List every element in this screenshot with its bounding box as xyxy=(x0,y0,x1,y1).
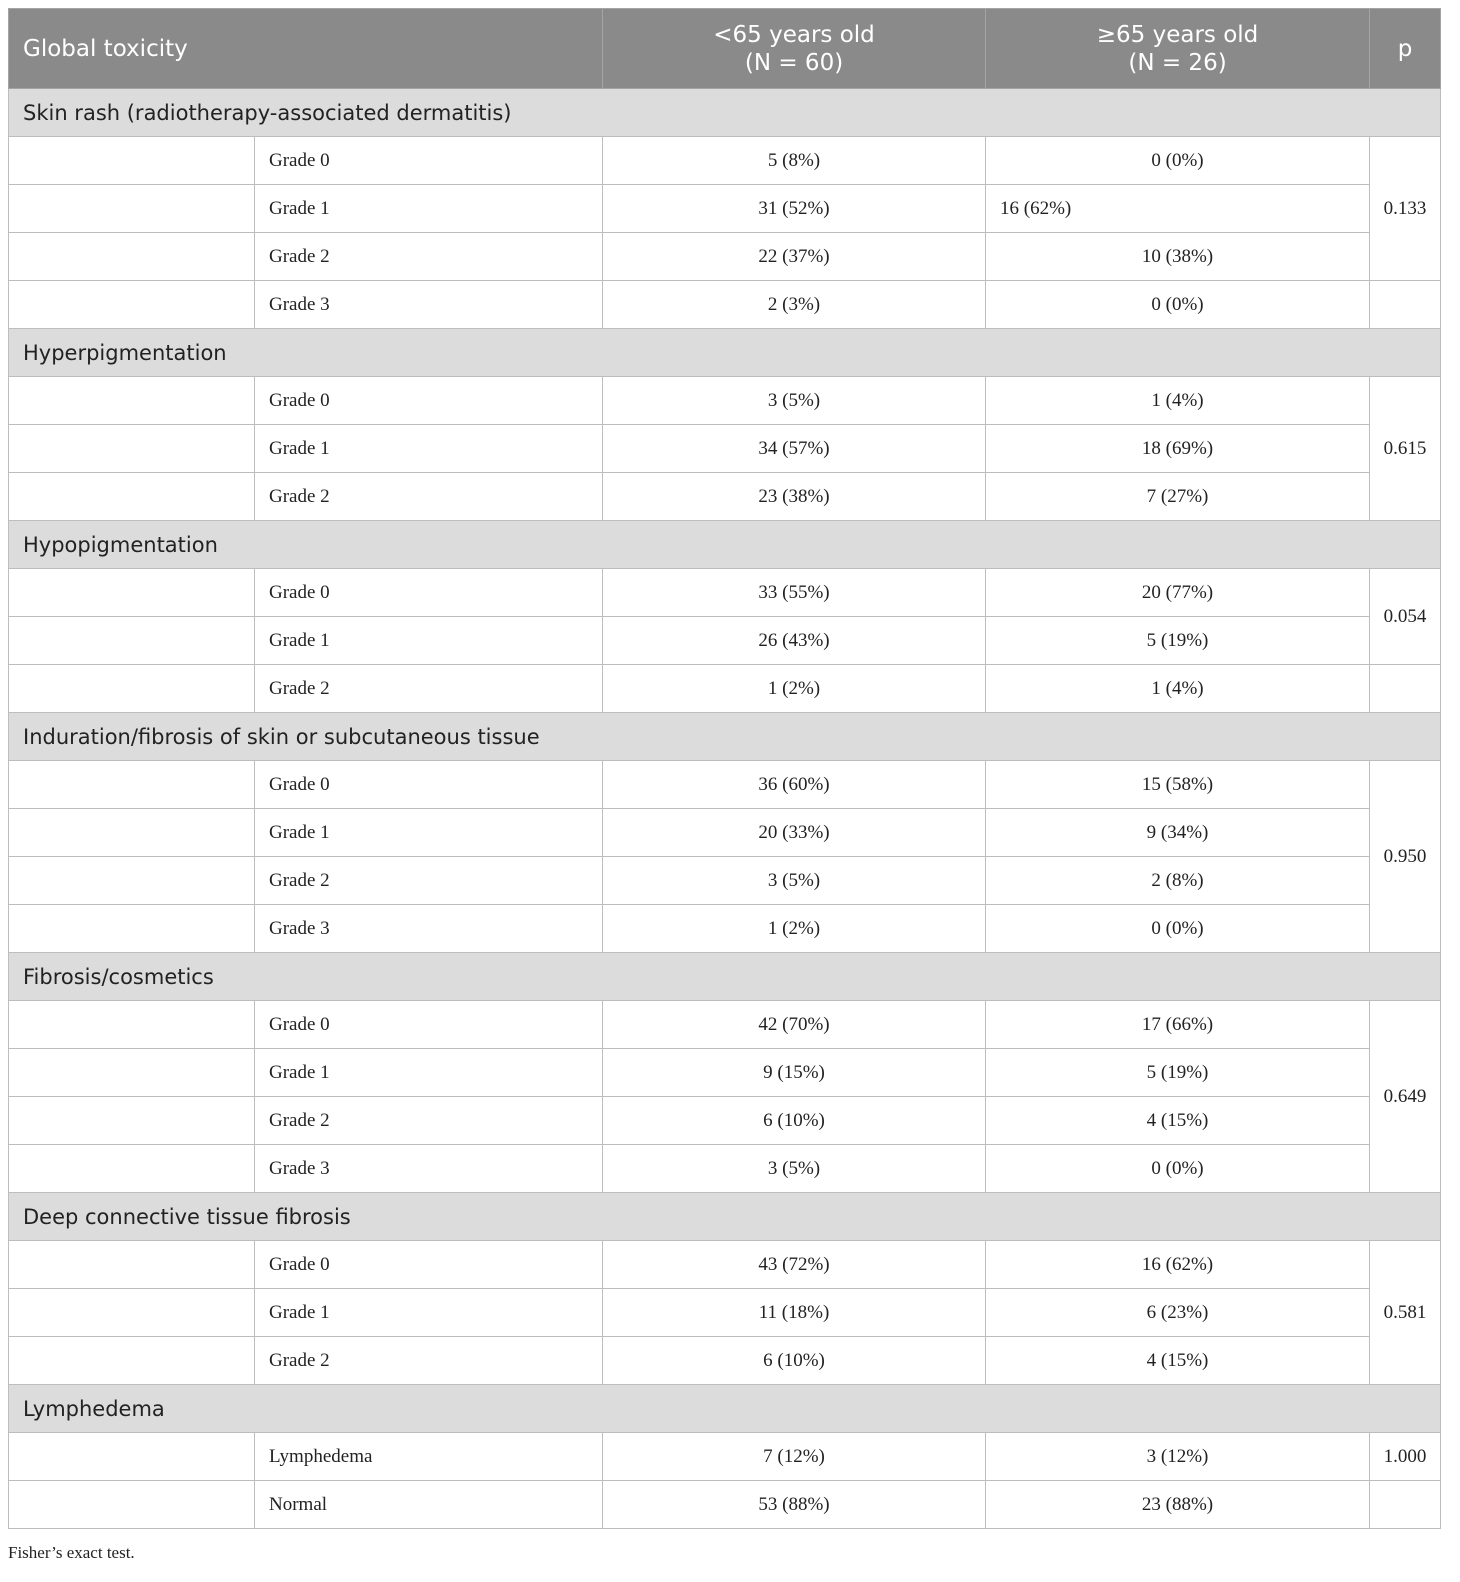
header-under-65 xyxy=(603,9,986,89)
over-65-value: 2 (8%) xyxy=(986,857,1370,905)
over-65-value: 0 (0%) xyxy=(986,137,1370,185)
table-row xyxy=(9,137,1441,185)
over-65-value: 1 (4%) xyxy=(986,665,1370,713)
blank-cell xyxy=(9,1337,255,1385)
table-row xyxy=(9,1145,1441,1193)
section-row xyxy=(9,1193,1441,1241)
section-title: Lymphedema xyxy=(9,1385,1441,1433)
table-row xyxy=(9,1433,1441,1481)
over-65-value: 6 (23%) xyxy=(986,1289,1370,1337)
table-row xyxy=(9,569,1441,617)
grade-label: Grade 3 xyxy=(255,1145,603,1193)
blank-cell xyxy=(9,1097,255,1145)
over-65-value: 3 (12%) xyxy=(986,1433,1370,1481)
blank-cell xyxy=(9,425,255,473)
under-65-value: 6 (10%) xyxy=(603,1097,986,1145)
over-65-value: 4 (15%) xyxy=(986,1097,1370,1145)
table-row xyxy=(9,185,1441,233)
grade-label: Grade 1 xyxy=(255,1289,603,1337)
blank-cell xyxy=(9,377,255,425)
blank-cell xyxy=(9,569,255,617)
p-empty-cell xyxy=(1370,1481,1441,1529)
over-65-value: 0 (0%) xyxy=(986,281,1370,329)
table-row xyxy=(9,1001,1441,1049)
table-row xyxy=(9,377,1441,425)
header-global-toxicity: Global toxicity xyxy=(9,9,603,89)
under-65-value: 34 (57%) xyxy=(603,425,986,473)
grade-label: Grade 2 xyxy=(255,665,603,713)
grade-label: Grade 2 xyxy=(255,1097,603,1145)
header-under-65-n: (N = 60) xyxy=(744,49,844,76)
table-row xyxy=(9,905,1441,953)
table-row xyxy=(9,809,1441,857)
table-header-row xyxy=(9,9,1441,89)
blank-cell xyxy=(9,1049,255,1097)
grade-label: Grade 0 xyxy=(255,137,603,185)
table-row xyxy=(9,1337,1441,1385)
header-65-and-over-label: ≥65 years old xyxy=(1096,21,1259,48)
table-row xyxy=(9,1097,1441,1145)
grade-label: Grade 0 xyxy=(255,569,603,617)
under-65-value: 22 (37%) xyxy=(603,233,986,281)
p-value: 0.615 xyxy=(1370,377,1441,521)
under-65-value: 3 (5%) xyxy=(603,377,986,425)
section-title: Induration/fibrosis of skin or subcutaneous tissue xyxy=(9,713,1441,761)
over-65-value: 7 (27%) xyxy=(986,473,1370,521)
blank-cell xyxy=(9,761,255,809)
header-under-65-label: <65 years old xyxy=(713,21,875,48)
blank-cell xyxy=(9,137,255,185)
p-empty-cell xyxy=(1370,281,1441,329)
blank-cell xyxy=(9,185,255,233)
header-p-value: p xyxy=(1370,9,1441,89)
under-65-value: 20 (33%) xyxy=(603,809,986,857)
blank-cell xyxy=(9,1433,255,1481)
table-row xyxy=(9,1049,1441,1097)
under-65-value: 33 (55%) xyxy=(603,569,986,617)
table-row xyxy=(9,233,1441,281)
under-65-value: 31 (52%) xyxy=(603,185,986,233)
table-row xyxy=(9,1241,1441,1289)
blank-cell xyxy=(9,1481,255,1529)
grade-label: Grade 2 xyxy=(255,857,603,905)
blank-cell xyxy=(9,617,255,665)
table-row xyxy=(9,473,1441,521)
table-row xyxy=(9,761,1441,809)
grade-label: Grade 0 xyxy=(255,377,603,425)
section-title: Hypopigmentation xyxy=(9,521,1441,569)
header-65-and-over xyxy=(986,9,1370,89)
over-65-value: 16 (62%) xyxy=(986,1241,1370,1289)
over-65-value: 1 (4%) xyxy=(986,377,1370,425)
over-65-value: 9 (34%) xyxy=(986,809,1370,857)
p-empty-cell xyxy=(1370,665,1441,713)
grade-label: Grade 1 xyxy=(255,617,603,665)
grade-label: Lymphedema xyxy=(255,1433,603,1481)
p-value: 0.054 xyxy=(1370,569,1441,665)
p-value: 0.581 xyxy=(1370,1241,1441,1385)
over-65-value: 5 (19%) xyxy=(986,1049,1370,1097)
table-row xyxy=(9,857,1441,905)
grade-label: Grade 1 xyxy=(255,185,603,233)
over-65-value: 0 (0%) xyxy=(986,905,1370,953)
over-65-value: 0 (0%) xyxy=(986,1145,1370,1193)
grade-label: Grade 3 xyxy=(255,905,603,953)
grade-label: Grade 2 xyxy=(255,473,603,521)
p-value: 0.649 xyxy=(1370,1001,1441,1193)
under-65-value: 11 (18%) xyxy=(603,1289,986,1337)
over-65-value: 4 (15%) xyxy=(986,1337,1370,1385)
under-65-value: 1 (2%) xyxy=(603,665,986,713)
section-row xyxy=(9,521,1441,569)
under-65-value: 1 (2%) xyxy=(603,905,986,953)
section-title: Deep connective tissue fibrosis xyxy=(9,1193,1441,1241)
under-65-value: 9 (15%) xyxy=(603,1049,986,1097)
footnote: Fisher’s exact test. xyxy=(8,1543,135,1562)
grade-label: Grade 1 xyxy=(255,1049,603,1097)
table-row xyxy=(9,1289,1441,1337)
under-65-value: 23 (38%) xyxy=(603,473,986,521)
under-65-value: 5 (8%) xyxy=(603,137,986,185)
table-row xyxy=(9,425,1441,473)
blank-cell xyxy=(9,809,255,857)
section-row xyxy=(9,1385,1441,1433)
table-row xyxy=(9,617,1441,665)
under-65-value: 3 (5%) xyxy=(603,857,986,905)
table-row xyxy=(9,665,1441,713)
over-65-value: 16 (62%) xyxy=(986,185,1370,233)
p-value: 0.133 xyxy=(1370,137,1441,281)
table-body xyxy=(9,89,1441,1529)
p-value: 0.950 xyxy=(1370,761,1441,953)
p-value: 1.000 xyxy=(1370,1433,1441,1481)
blank-cell xyxy=(9,1001,255,1049)
over-65-value: 15 (58%) xyxy=(986,761,1370,809)
under-65-value: 26 (43%) xyxy=(603,617,986,665)
grade-label: Grade 1 xyxy=(255,809,603,857)
over-65-value: 23 (88%) xyxy=(986,1481,1370,1529)
grade-label: Grade 0 xyxy=(255,761,603,809)
section-row xyxy=(9,89,1441,137)
section-row xyxy=(9,953,1441,1001)
section-title: Skin rash (radiotherapy-associated dermatitis) xyxy=(9,89,1441,137)
grade-label: Grade 1 xyxy=(255,425,603,473)
section-title: Hyperpigmentation xyxy=(9,329,1441,377)
over-65-value: 20 (77%) xyxy=(986,569,1370,617)
grade-label: Grade 2 xyxy=(255,233,603,281)
under-65-value: 7 (12%) xyxy=(603,1433,986,1481)
under-65-value: 2 (3%) xyxy=(603,281,986,329)
blank-cell xyxy=(9,281,255,329)
header-65-and-over-n: (N = 26) xyxy=(1128,49,1227,76)
blank-cell xyxy=(9,233,255,281)
under-65-value: 42 (70%) xyxy=(603,1001,986,1049)
under-65-value: 43 (72%) xyxy=(603,1241,986,1289)
over-65-value: 17 (66%) xyxy=(986,1001,1370,1049)
table-row xyxy=(9,1481,1441,1529)
grade-label: Normal xyxy=(255,1481,603,1529)
under-65-value: 6 (10%) xyxy=(603,1337,986,1385)
section-row xyxy=(9,329,1441,377)
under-65-value: 53 (88%) xyxy=(603,1481,986,1529)
over-65-value: 18 (69%) xyxy=(986,425,1370,473)
over-65-value: 5 (19%) xyxy=(986,617,1370,665)
grade-label: Grade 3 xyxy=(255,281,603,329)
table-row xyxy=(9,281,1441,329)
under-65-value: 36 (60%) xyxy=(603,761,986,809)
over-65-value: 10 (38%) xyxy=(986,233,1370,281)
blank-cell xyxy=(9,473,255,521)
grade-label: Grade 0 xyxy=(255,1241,603,1289)
section-title: Fibrosis/cosmetics xyxy=(9,953,1441,1001)
blank-cell xyxy=(9,1289,255,1337)
blank-cell xyxy=(9,1145,255,1193)
blank-cell xyxy=(9,1241,255,1289)
grade-label: Grade 2 xyxy=(255,1337,603,1385)
grade-label: Grade 0 xyxy=(255,1001,603,1049)
under-65-value: 3 (5%) xyxy=(603,1145,986,1193)
blank-cell xyxy=(9,857,255,905)
blank-cell xyxy=(9,905,255,953)
section-row xyxy=(9,713,1441,761)
toxicity-table xyxy=(8,8,1441,1529)
blank-cell xyxy=(9,665,255,713)
